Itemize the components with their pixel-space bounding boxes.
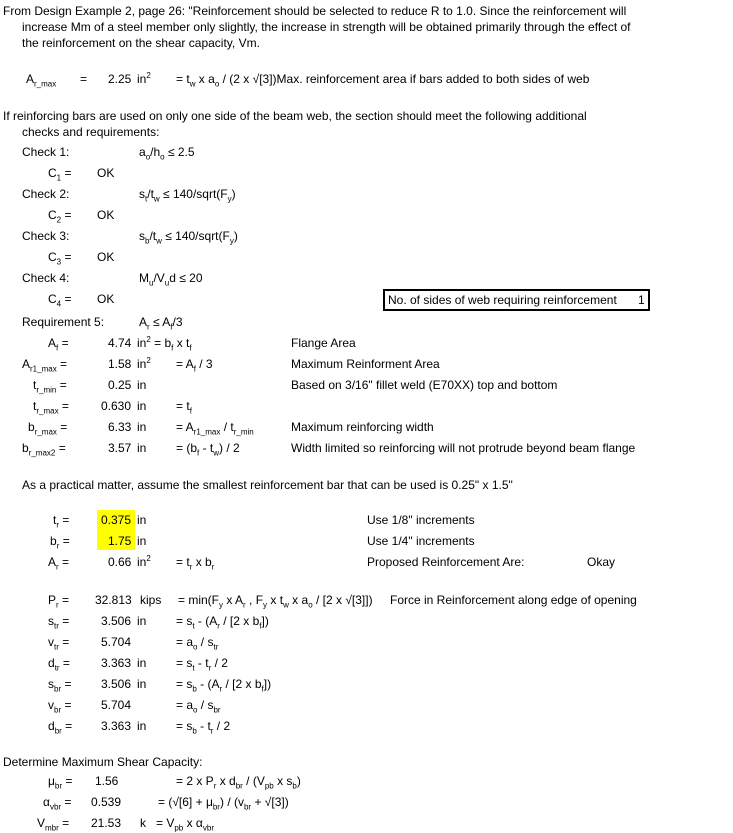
tr-max-value: 0.630 [101, 399, 132, 413]
vbr-formula: = $a_o / s_{br}$ [176, 698, 221, 715]
check-1-label: Check 1: [22, 145, 70, 159]
check-4-condition: $M_u/V_ud \le 20$ [139, 271, 203, 288]
str-symbol: $s_{tr}$ = [48, 614, 70, 631]
vmbr-value: 21.53 [91, 816, 122, 830]
str-value: 3.506 [101, 614, 132, 628]
alpha-vbr-value: 0.539 [91, 795, 122, 809]
tr-min-desc: Based on 3/16" fillet weld (E70XX) top and bottom [291, 378, 558, 392]
one-side-line-2: checks and requirements: [22, 125, 160, 139]
check-2-label: Check 2: [22, 187, 70, 201]
sides-label: No. of sides of web requiring reinforcement [388, 293, 617, 307]
af-symbol: $A_f$ = [48, 336, 69, 353]
intro-line-3: the reinforcement on the shear capacity, Vm. [22, 36, 260, 50]
ar-value: 0.66 [108, 555, 132, 569]
check-3-result-label: $C_3$ = [48, 250, 72, 267]
vmbr-unit: k [140, 816, 146, 830]
check-1-result: OK [97, 166, 115, 180]
br-max-formula: = $A_{r1\_max} / t_{r\_min}$ [176, 420, 254, 437]
ar1-max-desc: Maximum Reinforment Area [291, 357, 440, 371]
intro-line-2: increase Mm of a steel member only slightly, the increase in strength will be obtained primarily through the effect of [22, 20, 631, 34]
tr-min-value: 0.25 [108, 378, 132, 392]
check-2-result-label: $C_2$ = [48, 208, 72, 225]
br-max2-formula: = $(b_f - t_w) / 2$ [176, 441, 240, 458]
ar-symbol: $A_r$ = [48, 555, 70, 572]
tr-note: Use 1/8" increments [367, 513, 475, 527]
str-formula: = $s_t - (A_r / [2$ x $b_f$]) [176, 614, 269, 631]
dtr-formula: = $s_t - t_r / 2$ [176, 656, 228, 673]
check-2-result: OK [97, 208, 115, 222]
str-unit: in [137, 614, 147, 628]
ar-desc: Proposed Reinforcement Are: [367, 555, 525, 569]
pr-value: 32.813 [95, 593, 132, 607]
br-max2-value: 3.57 [108, 441, 132, 455]
ar-status: Okay [587, 555, 616, 569]
ar-max-formula: = $t_w$ x $a_o / (2$ x √[3])Max. reinforcement area if bars added to both sides of web [176, 72, 590, 89]
alpha-vbr-symbol: $\alpha_{vbr}$ = [43, 795, 72, 812]
pr-desc: Force in Reinforcement along edge of opening [390, 593, 637, 607]
pr-symbol: $P_r$ = [48, 593, 70, 610]
ar-max-symbol: $A_{r\_max}$ [26, 72, 57, 89]
shear-heading: Determine Maximum Shear Capacity: [3, 755, 203, 769]
pr-formula: = $\min(F_y$ x $A_r$ , $F_y$ x $t_w$ x $a_o / [2$ x √[3]]) [178, 593, 373, 610]
intro-line-1: From Design Example 2, page 26: "Reinforcement should be selected to reduce R to 1.0. Since the reinforcement will [3, 4, 627, 18]
ar-unit: $in^2$ [137, 554, 151, 569]
tr-input[interactable]: 0.375 [101, 513, 132, 527]
br-max2-symbol: $b_{r\_max2}$ = [22, 441, 66, 458]
mu-br-symbol: $\mu_{br}$ = [48, 774, 73, 791]
mu-br-formula: = 2 x $P_r$ x $d_{br} / (V_{pb}$ x $s_b$) [176, 774, 301, 791]
br-unit: in [137, 534, 147, 548]
sides-input-cell[interactable] [383, 289, 650, 311]
check-3-condition: $s_b/t_w$ ≤ $140/sqrt(F_y)$ [139, 229, 238, 246]
ar1-max-unit: $in^2$ [137, 356, 151, 371]
sbr-symbol: $s_{br}$ = [48, 677, 72, 694]
dbr-value: 3.363 [101, 719, 132, 733]
dtr-unit: in [137, 656, 147, 670]
sbr-unit: in [137, 677, 147, 691]
br-max-symbol: $b_{r\_max}$ = [28, 420, 68, 437]
br-max-unit: in [137, 420, 147, 434]
dbr-unit: in [137, 719, 147, 733]
tr-max-symbol: $t_{r\_max}$ = [33, 399, 69, 416]
br-max-desc: Maximum reinforcing width [291, 420, 434, 434]
vmbr-symbol: $V_{mbr}$ = [37, 816, 70, 833]
tr-max-unit: in [137, 399, 147, 413]
sides-value[interactable]: 1 [638, 293, 645, 307]
vbr-value: 5.704 [101, 698, 132, 712]
vtr-value: 5.704 [101, 635, 132, 649]
af-value: 4.74 [108, 336, 132, 350]
tr-unit: in [137, 513, 147, 527]
mu-br-value: 1.56 [95, 774, 119, 788]
check-4-label: Check 4: [22, 271, 70, 285]
br-max2-unit: in [137, 441, 147, 455]
dtr-value: 3.363 [101, 656, 132, 670]
br-max-value: 6.33 [108, 420, 132, 434]
requirement-5-label: Requirement 5: [22, 315, 105, 329]
vtr-symbol: $v_{tr}$ = [48, 635, 70, 652]
check-1-condition: $a_o/h_o \le 2.5$ [139, 145, 195, 162]
br-symbol: $b_r$ = [50, 534, 70, 551]
check-4-result: OK [97, 292, 115, 306]
alpha-vbr-formula: = $(√[6] + \mu_{br}) / (v_{br} + √[3])$ [158, 795, 289, 812]
check-2-condition: $s_t/t_w$ ≤ $140/sqrt(F_y)$ [139, 187, 236, 204]
dtr-symbol: $d_{tr}$ = [48, 656, 70, 673]
af-desc: Flange Area [291, 336, 356, 350]
ar1-max-symbol: $A_{r1\_max}$ = [22, 357, 68, 374]
dbr-formula: = $s_b - t_r / 2$ [176, 719, 231, 736]
pr-unit: kips [140, 593, 162, 607]
sbr-value: 3.506 [101, 677, 132, 691]
check-3-label: Check 3: [22, 229, 70, 243]
ar1-max-value: 1.58 [108, 357, 132, 371]
check-1-result-label: $C_1$ = [48, 166, 72, 183]
vtr-formula: = $a_o / s_{tr}$ [176, 635, 219, 652]
ar-max-unit: $in^2$ [137, 71, 151, 86]
ar-formula: = $t_r$ x $b_r$ [176, 555, 215, 572]
br-input[interactable]: 1.75 [108, 534, 132, 548]
tr-min-unit: in [137, 378, 147, 392]
ar1-max-formula: = $A_f / 3$ [176, 357, 213, 374]
dbr-symbol: $d_{br}$ = [48, 719, 73, 736]
practical-note: As a practical matter, assume the smallest reinforcement bar that can be used is 0.25" x 1.5" [22, 478, 513, 492]
vbr-symbol: $v_{br}$ = [48, 698, 72, 715]
tr-max-formula: = $t_f$ [176, 399, 192, 416]
br-note: Use 1/4" increments [367, 534, 475, 548]
tr-symbol: $t_r$ = [53, 513, 70, 530]
ar-max-value: 2.25 [108, 72, 132, 86]
vmbr-formula: = $V_{pb}$ x $\alpha_{vbr}$ [156, 816, 214, 833]
tr-min-symbol: $t_{r\_min}$ = [33, 378, 67, 395]
requirement-5-condition: $A_r \le A_f/3$ [139, 315, 183, 332]
af-unit-formula: $in^2 = b_f$ x $t_f$ [137, 335, 192, 353]
sbr-formula: = $s_b - (A_r / [2$ x $b_f$]) [176, 677, 272, 694]
one-side-line-1: If reinforcing bars are used on only one side of the beam web, the section should meet the following additional [3, 109, 587, 123]
ar-max-eq: = [80, 72, 88, 86]
br-max2-desc: Width limited so reinforcing will not protrude beyond beam flange [291, 441, 636, 455]
check-4-result-label: $C_4$ = [48, 292, 72, 309]
check-3-result: OK [97, 250, 115, 264]
